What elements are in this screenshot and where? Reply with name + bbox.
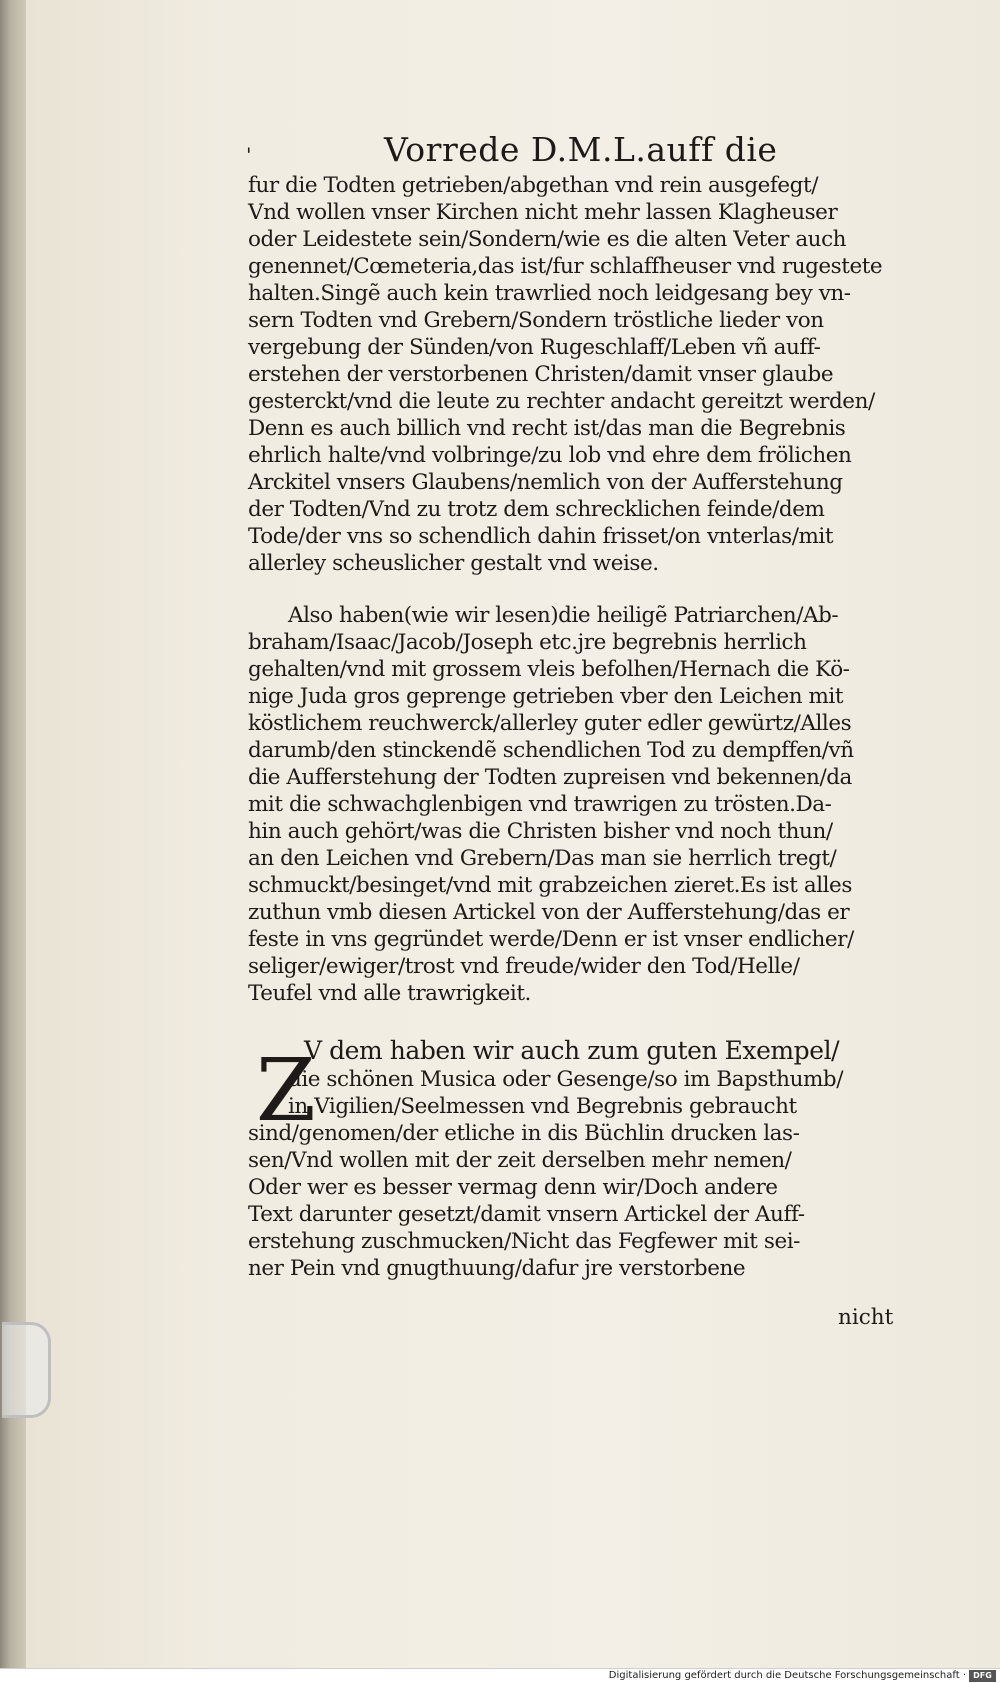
text-line: die schönen Musica oder Gesenge/so im Bapsthumb/ xyxy=(288,1067,844,1092)
text-line: sind/genomen/der etliche in dis Büchlin drucken las- xyxy=(248,1121,800,1146)
text-line: zuthun vmb diesen Artickel von der Aufferstehung/das er xyxy=(248,900,850,925)
text-line: nige Juda gros geprenge getrieben vber den Leichen mit xyxy=(248,684,844,709)
catchword: nicht xyxy=(838,1305,894,1330)
text-line: köstlichem reuchwerck/allerley guter edler gewürtz/Alles xyxy=(248,711,852,736)
text-line: oder Leidestete sein/Sondern/wie es die alten Veter auch xyxy=(248,227,847,252)
text-line: vergebung der Sünden/von Rugeschlaff/Leben vñ auff- xyxy=(248,335,821,360)
footer-credit: Digitalisierung gefördert durch die Deutsche Forschungsgemeinschaft · xyxy=(608,1670,966,1681)
text-line: sen/Vnd wollen mit der zeit derselben mehr nemen/ xyxy=(248,1148,792,1173)
footer-bar xyxy=(0,1668,1000,1683)
text-line: fur die Todten getrieben/abgethan vnd rein ausgefegt/ xyxy=(248,173,818,198)
text-line: Teufel vnd alle trawrigkeit. xyxy=(248,981,531,1006)
text-line: Also haben(wie wir lesen)die heiligẽ Patriarchen/Ab- xyxy=(288,603,839,628)
text-line: Denn es auch billich vnd recht ist/das man die Begrebnis xyxy=(248,416,846,441)
text-line: an den Leichen vnd Grebern/Das man sie herrlich tregt/ xyxy=(248,846,837,871)
head-mark: ' xyxy=(246,143,252,167)
text-line: halten.Singẽ auch kein trawrlied noch leidgesang bey vn- xyxy=(248,281,851,306)
text-line: der Todten/Vnd zu trotz dem schrecklichen feinde/dem xyxy=(248,497,825,522)
running-head: Vorrede D.M.L.auff die xyxy=(384,130,778,169)
text-line: die Aufferstehung der Todten zupreisen vnd bekennen/da xyxy=(248,765,852,790)
text-line: erstehen der verstorbenen Christen/damit vnser glaube xyxy=(248,362,834,387)
decorated-initial: Z xyxy=(256,1041,316,1141)
text-line: ehrlich halte/vnd volbringe/zu lob vnd ehre dem frölichen xyxy=(248,443,852,468)
text-line: Oder wer es besser vermag denn wir/Doch andere xyxy=(248,1175,778,1200)
text-line: gehalten/vnd mit grossem vleis befolhen/Hernach die Kö- xyxy=(248,657,850,682)
text-line: V dem haben wir auch zum guten Exempel/ xyxy=(304,1036,840,1065)
text-line: feste in vns gegründet werde/Denn er ist vnser endlicher/ xyxy=(248,927,854,952)
text-line: Vnd wollen vnser Kirchen nicht mehr lassen Klagheuser xyxy=(248,200,838,225)
text-line: allerley scheuslicher gestalt vnd weise. xyxy=(248,551,659,576)
text-line: ner Pein vnd gnugthuung/dafur jre verstorbene xyxy=(248,1256,746,1281)
text-line: braham/Isaac/Jacob/Joseph etc.jre begrebnis herrlich xyxy=(248,630,807,655)
text-line: genennet/Cœmeteria,das ist/fur schlaffheuser vnd rugestete xyxy=(248,254,883,279)
text-line: Text darunter gesetzt/damit vnsern Artickel der Auff- xyxy=(248,1202,805,1227)
text-line: gesterckt/vnd die leute zu rechter andacht gereitzt werden/ xyxy=(248,389,875,414)
text-line: Tode/der vns so schendlich dahin frisset/on vnterlas/mit xyxy=(248,524,834,549)
text-line: erstehung zuschmucken/Nicht das Fegfewer mit sei- xyxy=(248,1229,800,1254)
text-line: Arckitel vnsers Glaubens/nemlich von der Aufferstehung xyxy=(248,470,843,495)
text-line: schmuckt/besinget/vnd mit grabzeichen zieret.Es ist alles xyxy=(248,873,852,898)
page-clip xyxy=(2,1322,51,1418)
text-line: hin auch gehört/was die Christen bisher vnd noch thun/ xyxy=(248,819,833,844)
text-line: mit die schwachglenbigen vnd trawrigen zu trösten.Da- xyxy=(248,792,832,817)
text-line: in Vigilien/Seelmessen vnd Begrebnis gebraucht xyxy=(288,1094,797,1119)
text-line: sern Todten vnd Grebern/Sondern tröstliche lieder von xyxy=(248,308,824,333)
text-line: darumb/den stinckendẽ schendlichen Tod zu dempffen/vñ xyxy=(248,738,854,763)
dfg-logo: DFG xyxy=(969,1670,996,1682)
text-line: seliger/ewiger/trost vnd freude/wider den Tod/Helle/ xyxy=(248,954,800,979)
